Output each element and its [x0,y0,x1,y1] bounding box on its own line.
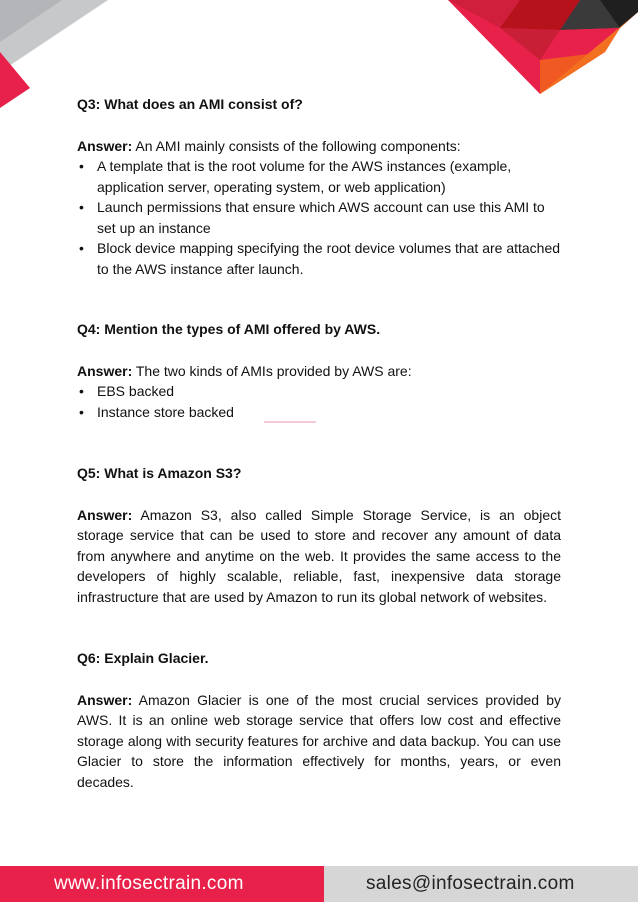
answer-label: Answer: [77,362,133,379]
list-item-text: Block device mapping specifying the root device volumes that are attached to the AWS instance after launch. [97,240,561,277]
list-item [77,238,561,279]
list-item-text: Launch permissions that ensure which AWS account can use this AMI to set up an instance [97,199,545,236]
answer-intro [77,361,561,382]
footer-website-link[interactable]: www.infosectrain.com [0,866,324,902]
answer-text: Amazon Glacier is one of the most crucial services provided by AWS. It is an online web storage service that offers low cost and effective storage along with security features for archive and data backup. You can use Glacier to store the information effectively for months, years, or even decades. [77,691,561,790]
bullet-list [77,381,561,422]
question-heading: Q5: What is Amazon S3? [77,465,242,481]
list-item [77,156,561,197]
bullet-icon: • [79,199,84,215]
footer [0,866,638,902]
list-item-text: A template that is the root volume for the AWS instances (example, application server, operating system, or web application) [97,158,512,195]
answer-intro [77,136,561,157]
footer-email-link[interactable]: sales@infosectrain.com [324,866,638,902]
bullet-icon: • [79,403,84,420]
list-item [77,381,561,402]
corner-decoration-right [0,0,638,100]
bullet-icon: • [79,158,84,174]
bullet-icon: • [79,383,84,399]
highlight-mark [264,421,316,423]
answer-label: Answer: [77,506,133,523]
answer-text: The two kinds of AMIs provided by AWS are: [132,362,412,379]
answer-label: Answer: [77,691,133,708]
bullet-icon: • [79,240,84,256]
answer-text: Amazon S3, also called Simple Storage Service, is an object storage service that can be used to store and recover any amount of data from anywhere and anytime on the web. It provides the same access to the developers of highly scalable, reliable, fast, inexpensive data storage infrastructure that are used by Amazon to run its global network of websites. [77,506,561,605]
document-body [77,94,561,792]
answer-paragraph [77,505,561,608]
question-heading: Q3: What does an AMI consist of? [77,96,303,112]
list-item-text: Instance store backed [97,403,234,420]
bullet-list [77,156,561,279]
list-item [77,402,561,423]
answer-text: An AMI mainly consists of the following components: [132,137,461,154]
list-item [77,197,561,238]
answer-label: Answer: [77,137,133,154]
question-heading: Q6: Explain Glacier. [77,650,209,666]
answer-paragraph [77,690,561,793]
list-item-text: EBS backed [97,383,175,399]
question-heading: Q4: Mention the types of AMI offered by AWS. [77,321,381,337]
